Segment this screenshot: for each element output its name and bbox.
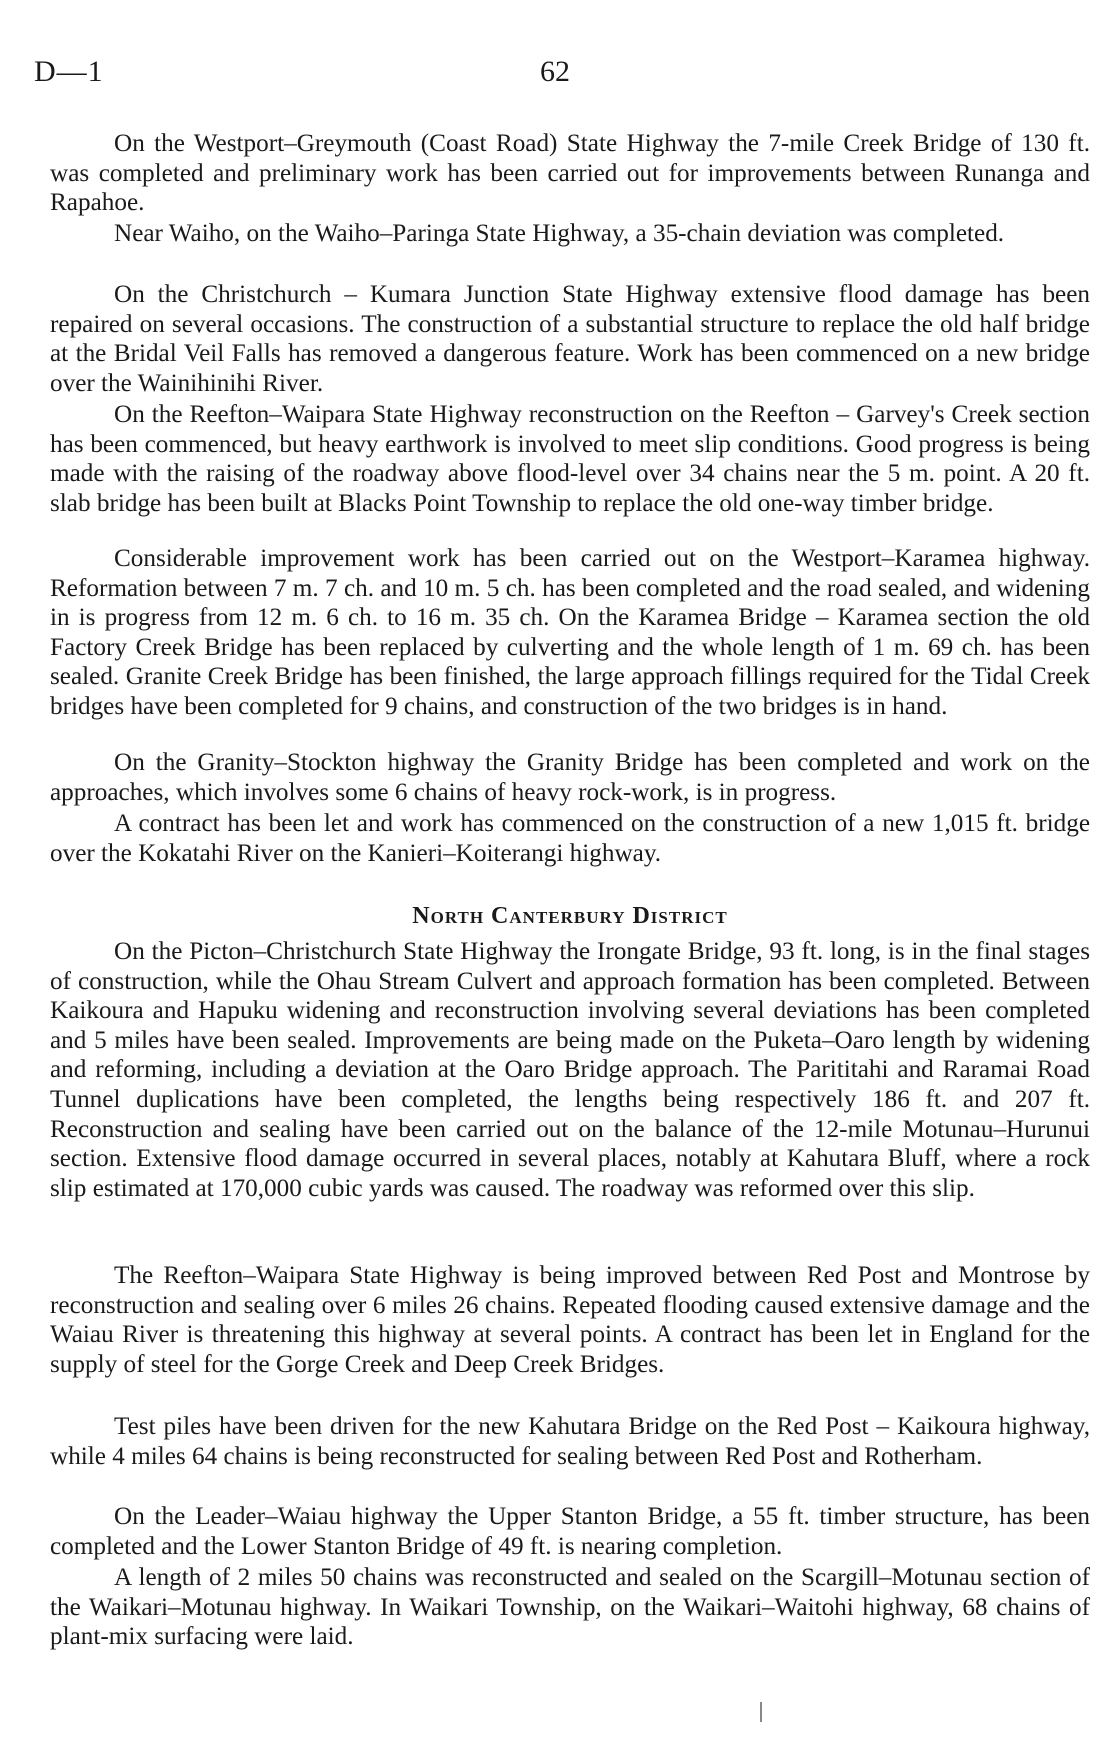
paragraph: The Reefton–Waipara State Highway is being improved between Red Post and Montrose by reconstruction and sealing over 6 miles 26 chains. Repeated flooding caused extensive damage and the Waiau River is threatening this highway at several points. A contract has been let in England for the supply of steel for the Gorge Creek and Deep Creek Bridges. xyxy=(50,1262,1090,1378)
paragraph: On the Christchurch – Kumara Junction State Highway extensive flood damage has been repaired on several occasions. The construction of a substantial structure to replace the old half bridge at the Bridal Veil Falls has removed a dangerous feature. Work has been commenced on a new bridge over the Wainihinihi River. xyxy=(50,281,1090,397)
paragraph: Test piles have been driven for the new Kahutara Bridge on the Red Post – Kaikoura highway, while 4 miles 64 chains is being reconstructed for sealing between Red Post and Rotherham. xyxy=(50,1413,1090,1470)
page-reference: D—1 xyxy=(34,55,104,88)
paragraph: A length of 2 miles 50 chains was reconstructed and sealed on the Scargill–Motunau section of the Waikari–Motunau highway. In Waikari Township, on the Waikari–Waitohi highway, 68 chains of plant-mix surfacing were laid. xyxy=(50,1564,1090,1651)
print-mark xyxy=(760,1702,762,1722)
paragraph: Considerable improvement work has been carried out on the Westport–Karamea highway. Reformation between 7 m. 7 ch. and 10 m. 5 ch. has been completed and the road sealed, and widening in is progress from 12 m. 6 ch. to 16 m. 35 ch. On the Karamea Bridge – Karamea section the old Factory Creek Bridge has been replaced by culverting and the whole length of 1 m. 69 ch. has been sealed. Granite Creek Bridge has been finished, the large approach fillings required for the Tidal Creek bridges have been completed for 9 chains, and construction of the two bridges is in hand. xyxy=(50,545,1090,720)
paragraph: On the Picton–Christchurch State Highway the Irongate Bridge, 93 ft. long, is in the final stages of construction, while the Ohau Stream Culvert and approach formation has been completed. Between Kaikoura and Hapuku widening and reconstruction involving several deviations has been completed and 5 miles have been sealed. Improvements are being made on the Puketa–Oaro length by widening and reforming, including a deviation at the Oaro Bridge approach. The Parititahi and Raramai Road Tunnel duplications have been completed, the lengths being respectively 186 ft. and 207 ft. Reconstruction and sealing have been carried out on the balance of the 12-mile Motunau–Hurunui section. Extensive flood damage occurred in several places, notably at Kahutara Bluff, where a rock slip estimated at 170,000 cubic yards was caused. The roadway was reformed over this slip. xyxy=(50,938,1090,1202)
paragraph: On the Reefton–Waipara State Highway reconstruction on the Reefton – Garvey's Creek section has been commenced, but heavy earthwork is involved to meet slip conditions. Good progress is being made with the raising of the roadway above flood-level over 34 chains near the 5 m. point. A 20 ft. slab bridge has been built at Blacks Point Township to replace the old one-way timber bridge. xyxy=(50,401,1090,517)
page-number: 62 xyxy=(540,55,570,88)
paragraph: Near Waiho, on the Waiho–Paringa State Highway, a 35-chain deviation was completed. xyxy=(114,220,1005,247)
paragraph: A contract has been let and work has commenced on the construction of a new 1,015 ft. bridge over the Kokatahi River on the Kanieri–Koiterangi highway. xyxy=(50,810,1090,867)
section-heading: North Canterbury District xyxy=(412,903,728,929)
paragraph: On the Granity–Stockton highway the Granity Bridge has been completed and work on the approaches, which involves some 6 chains of heavy rock-work, is in progress. xyxy=(50,749,1090,806)
paragraph: On the Westport–Greymouth (Coast Road) State Highway the 7-mile Creek Bridge of 130 ft. was completed and preliminary work has been carried out for improvements between Runanga and Rapahoe. xyxy=(50,130,1090,217)
paragraph: On the Leader–Waiau highway the Upper Stanton Bridge, a 55 ft. timber structure, has been completed and the Lower Stanton Bridge of 49 ft. is nearing completion. xyxy=(50,1503,1090,1560)
